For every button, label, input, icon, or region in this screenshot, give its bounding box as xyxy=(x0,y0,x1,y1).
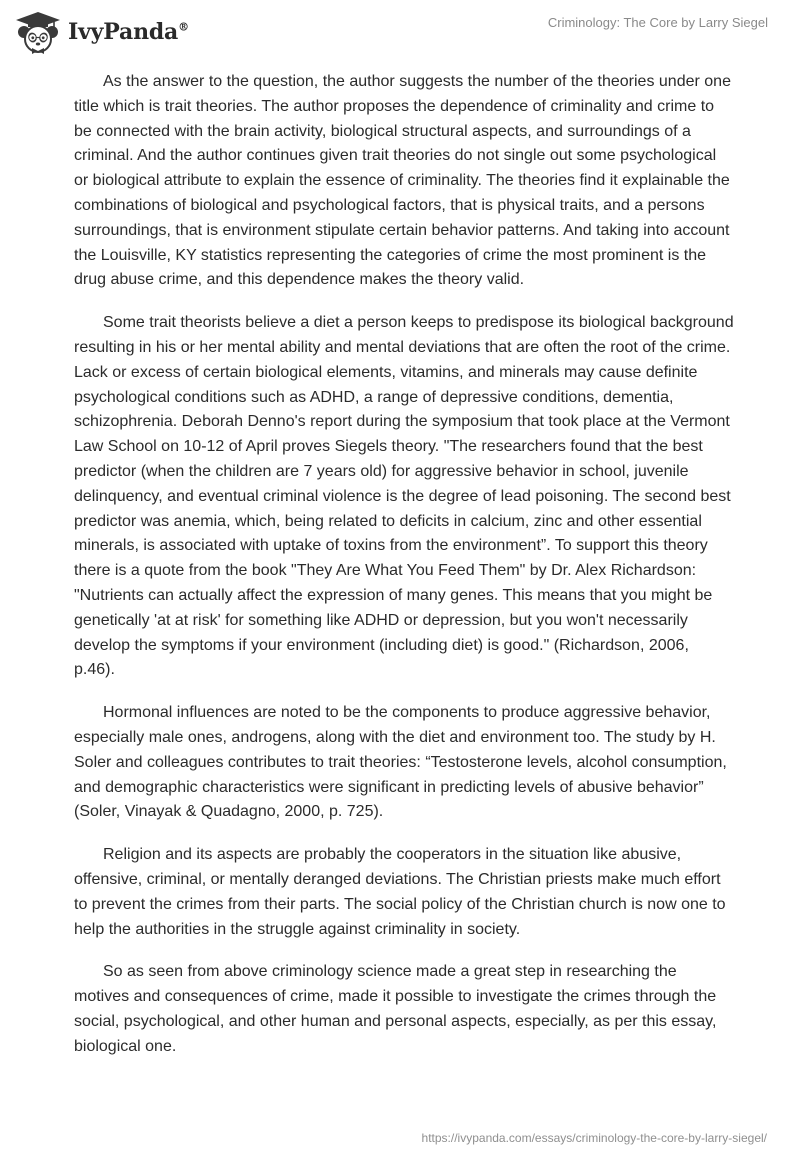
paragraph-religion: Religion and its aspects are probably the cooperators in the situation like abusive, offensive, criminal, or mentally deranged deviations. The Christian priests make much effort to prevent the crimes from their parts. The social policy of the Christian church is now one to help the authorities in the struggle against criminality in society. xyxy=(74,846,726,938)
essay-body xyxy=(74,70,734,1077)
paragraph-trait-theories: As the answer to the question, the author suggests the number of the theories under one title which is trait theories. The author proposes the dependence of criminality and crime to be connected with the brain activity, biological structural aspects, and surroundings of a criminal. And the author continues given trait theories do not single out some psychological or biological attribute to explain the essence of criminality. The theories find it explainable the combinations of biological and psychological factors, that is physical traits, and a persons surroundings, that is environment stipulate certain behavior patterns. And taking into account the Louisville, KY statistics representing the categories of crime the most prominent is the drug abuse crime, and this dependence makes the theory valid. xyxy=(74,73,731,289)
document-title: Criminology: The Core by Larry Siegel xyxy=(547,15,768,30)
paragraph-diet: Some trait theorists believe a diet a person keeps to predispose its biological background resulting in his or her mental ability and mental deviations that are often the root of the crime. Lack or excess of certain biological elements, vitamins, and minerals may cause definite psychological conditions such as ADHD, a range of depressive conditions, dementia, schizophrenia. Deborah Denno's report during the symposium that took place at the Vermont Law School on 10-12 of April proves Siegels theory. "The researchers found that the best predictor (when the children are 7 years old) for aggressive behavior in school, juvenile delinquency, and eventual criminal violence is the degree of lead poisoning. The second best predictor was anemia, which, being related to deficits in calcium, zinc and other essential minerals, is associated with uptake of toxins from the environment”. To support this theory there is a quote from the book "They Are What You Feed Them" by Dr. Alex Richardson: "Nutrients can actually affect the expression of many genes. This means that you might be genetically 'at at risk' for something like ADHD or depression, but you won't necessarily develop the symptoms if your environment (including diet) is good." (Richardson, 2006, p.46). xyxy=(74,314,734,679)
ivypanda-logo[interactable] xyxy=(14,8,189,56)
paragraph-conclusion: So as seen from above criminology science made a great step in researching the motives and consequences of crime, made it possible to investigate the crimes through the social, psychological, and other human and personal aspects, especially, as per this essay, biological one. xyxy=(74,963,717,1055)
panda-graduate-icon xyxy=(14,10,62,54)
logo-text: IvyPanda® xyxy=(68,19,189,45)
paragraph-hormonal: Hormonal influences are noted to be the components to produce aggressive behavior, especially male ones, androgens, along with the diet and environment too. The study by H. Soler and colleagues contributes to trait theories: “Testosterone levels, alcohol consumption, and demographic characteristics were significant in predicting levels of abusive behavior” (Soler, Vinayak & Quadagno, 2000, p. 725). xyxy=(74,704,727,821)
page-header xyxy=(0,0,800,70)
source-url-link[interactable]: https://ivypanda.com/essays/criminology-the-core-by-larry-siegel/ xyxy=(421,1131,767,1145)
